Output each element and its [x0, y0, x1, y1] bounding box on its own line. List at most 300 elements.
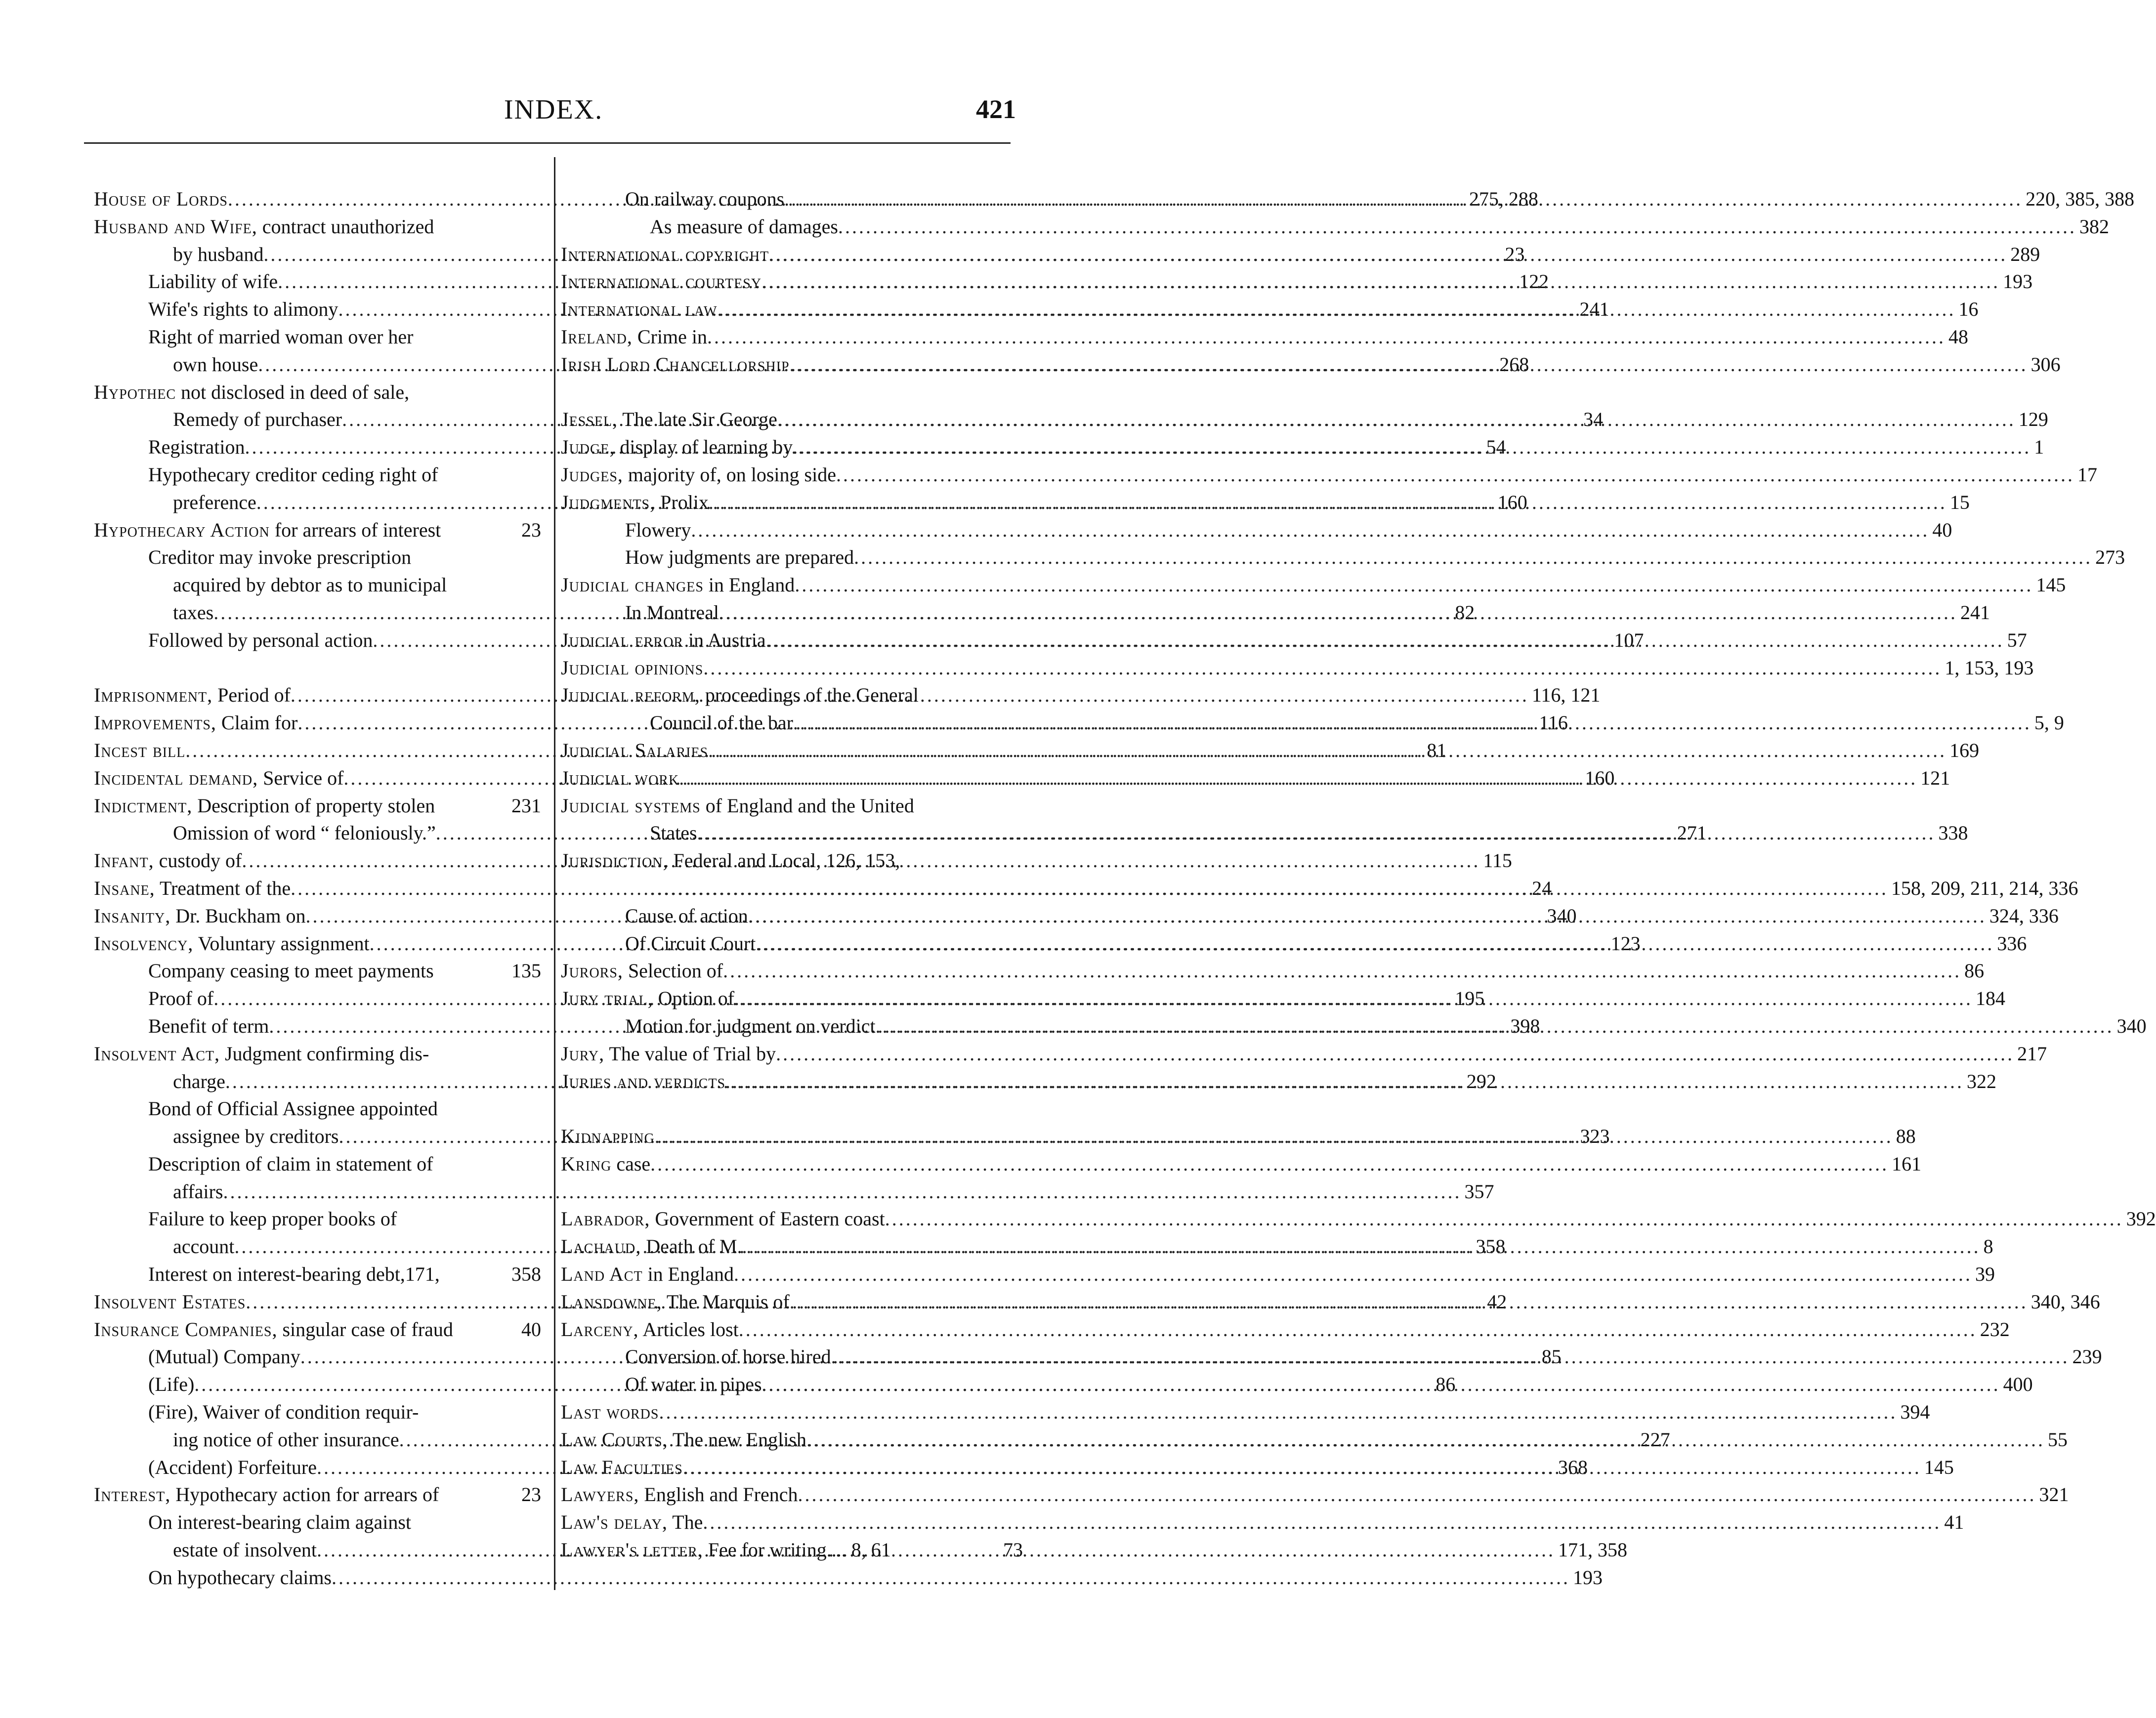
entry-text [94, 792, 435, 820]
dot-leader [683, 1454, 1921, 1481]
entry-subtext: Option of [653, 987, 735, 1010]
entry-subtext: custody of [154, 849, 242, 872]
entry-subtext: majority of, on losing side [623, 463, 836, 486]
entry-heading: Juries and verdicts [561, 1070, 726, 1092]
entry-text [173, 489, 256, 516]
entry-heading: Insolvency, [94, 932, 194, 955]
dot-leader [691, 516, 1929, 544]
entry-text [561, 957, 723, 985]
entry-heading: Kring [561, 1152, 612, 1175]
entry-text [94, 737, 185, 764]
entry-heading: Hypothec [94, 380, 176, 403]
page-reference: 271 [1677, 822, 1707, 844]
entry-heading: Lansdowne, [561, 1290, 662, 1313]
entry-heading: Jessel, [561, 408, 618, 431]
entry-heading: Judicial error [561, 629, 684, 651]
entry-text [148, 1371, 194, 1398]
index-entry [561, 681, 1023, 709]
index-entry [94, 1040, 541, 1068]
entry-text [148, 268, 278, 295]
dot-leader [769, 241, 2007, 268]
dot-leader [784, 185, 2023, 213]
page-reference: 184 [1976, 987, 2006, 1010]
entry-heading: International copyright [561, 243, 769, 265]
entry-subtext: Registration [148, 436, 245, 459]
entry-text [650, 819, 697, 847]
page-reference: 322 [1967, 1070, 1997, 1092]
entry-text [561, 1040, 776, 1068]
entry-text [148, 1398, 419, 1426]
entry-subtext: Bond of Official Assignee appointed [148, 1097, 438, 1120]
page-reference: 16 [1958, 298, 1979, 321]
index-entry [561, 1398, 1930, 1426]
entry-text [625, 902, 748, 930]
page-reference: 41 [1944, 1511, 1964, 1534]
entry-text [625, 1012, 876, 1040]
entry-text [173, 1068, 225, 1095]
entry-text [148, 1012, 269, 1040]
entry-subtext: Fee for writing.... 8, 61 [703, 1539, 891, 1561]
page-reference: 239 [2072, 1345, 2102, 1368]
entry-heading: Lachaud, [561, 1235, 641, 1258]
entry-text [561, 792, 914, 820]
entry-text [173, 1178, 223, 1206]
index-entry [94, 1481, 541, 1508]
entry-heading: Judgments, [561, 491, 656, 513]
page-reference: 129 [2018, 408, 2048, 431]
entry-heading: Land Act [561, 1263, 643, 1286]
entry-text [561, 764, 679, 792]
dot-leader [723, 957, 1961, 985]
page-reference: 321 [2039, 1483, 2069, 1506]
dot-leader [717, 295, 1955, 323]
page-reference: 116, 121 [1531, 684, 1601, 707]
entry-subtext: Judgment confirming dis- [219, 1042, 429, 1065]
entry-subtext: The [667, 1511, 703, 1534]
page-reference: 336 [1997, 932, 2027, 955]
entry-heading: Hypothecary Action [94, 518, 270, 541]
page-reference: 121 [1920, 766, 1950, 789]
page-reference: 273 [2095, 546, 2125, 569]
page-reference: 358 [511, 1263, 541, 1286]
page-reference: 15 [1949, 491, 1970, 513]
entry-subtext: in Austria [683, 629, 766, 651]
entry-text [561, 1068, 725, 1095]
index-entry [94, 516, 541, 544]
index-entry [94, 213, 541, 241]
entry-heading: Larceny, [561, 1318, 639, 1341]
index-entry [94, 1150, 541, 1178]
index-entry [94, 1205, 541, 1233]
page-reference: 123 [1610, 932, 1641, 955]
index-entry [94, 1178, 1494, 1206]
entry-text [173, 571, 447, 599]
entry-text [561, 241, 769, 268]
entry-subtext: English and French [639, 1483, 798, 1506]
entry-text [625, 185, 784, 213]
entry-heading: Judge, [561, 436, 615, 459]
entry-text [148, 1343, 300, 1371]
entry-text [94, 875, 291, 902]
dot-leader [650, 875, 1888, 902]
index-entry [561, 571, 2066, 599]
entry-heading: Kidnapping [561, 1125, 655, 1148]
entry-subtext: The Marquis of [662, 1290, 790, 1313]
page-reference: 8 [1983, 1235, 1993, 1258]
entry-text [561, 323, 707, 351]
page-reference: 86 [1436, 1373, 1456, 1396]
dot-leader [708, 737, 1946, 764]
entry-subtext: Articles lost [638, 1318, 739, 1341]
page-reference: 400 [2003, 1373, 2033, 1396]
page-reference: 116 [1539, 712, 1568, 734]
page-reference: 24 [1532, 877, 1552, 899]
entry-subtext: Cause of action [625, 904, 748, 927]
index-entry [94, 544, 541, 571]
entry-heading: Lawyers, [561, 1483, 639, 1506]
entry-subtext: assignee by creditors [173, 1125, 339, 1148]
entry-subtext: charge [173, 1070, 225, 1092]
entry-text [561, 1150, 650, 1178]
page-reference: 275, 288 [1469, 188, 1538, 210]
entry-subtext: (Mutual) Company [148, 1345, 300, 1368]
page-reference: 392 [2126, 1208, 2156, 1230]
dot-leader [707, 323, 1945, 351]
page-reference: 122 [1519, 270, 1549, 293]
page-reference: 241 [1579, 298, 1609, 321]
entry-heading: Jury trial, [561, 987, 653, 1010]
entry-heading: Law Courts, [561, 1428, 668, 1451]
dot-leader [719, 599, 1957, 627]
page-reference: 306 [2030, 353, 2061, 376]
entry-subtext: in England [642, 1263, 734, 1286]
dot-leader [761, 268, 2000, 295]
entry-text [94, 213, 434, 241]
page-reference: 169 [1949, 739, 1980, 761]
index-entry [561, 1481, 2069, 1508]
index-entry [94, 1316, 541, 1343]
dot-leader [739, 1316, 1977, 1343]
entry-subtext: Service of [258, 766, 344, 789]
index-entry [94, 323, 541, 351]
entry-text [173, 1123, 338, 1150]
entry-heading: Judicial reform, [561, 684, 700, 707]
entry-text [94, 1481, 439, 1508]
entry-subtext: The value of Trial by [604, 1042, 776, 1065]
page-reference: 292 [1466, 1070, 1496, 1092]
index-entry [94, 792, 541, 820]
entry-subtext: States [650, 822, 697, 844]
entry-subtext: In Montreal [625, 601, 719, 624]
dot-leader [793, 709, 2031, 737]
entry-heading: Indictment, [94, 794, 193, 817]
entry-text [561, 461, 836, 489]
index-entry [94, 1260, 541, 1288]
entry-heading: Ireland, [561, 325, 633, 348]
entry-text [625, 930, 756, 958]
page-reference: 158, 209, 211, 214, 336 [1891, 877, 2078, 899]
index-entry [561, 1260, 1995, 1288]
entry-subtext: (Fire), Waiver of condition requir- [148, 1401, 419, 1424]
entry-subtext: On railway coupons [625, 188, 785, 210]
dot-leader [798, 1481, 2036, 1508]
page-reference: 39 [1975, 1263, 1995, 1286]
entry-text [173, 1536, 317, 1564]
dot-leader [793, 433, 2031, 461]
page-reference: 23 [1505, 243, 1525, 265]
entry-subtext: Creditor may invoke prescription [148, 546, 412, 569]
entry-text [94, 1288, 246, 1316]
entry-subtext: The late Sir George [618, 408, 777, 431]
entry-heading: International courtesy [561, 270, 762, 293]
page-reference: 73 [1003, 1539, 1023, 1561]
index-entry [561, 213, 2109, 241]
entry-text [148, 1095, 438, 1123]
page-reference: 115 [1483, 849, 1512, 872]
entry-heading: Law Faculties [561, 1456, 683, 1478]
entry-heading: Imprisonment, [94, 684, 213, 707]
dot-leader [655, 1123, 1893, 1150]
entry-heading: Judicial changes [561, 574, 704, 596]
entry-text [561, 268, 761, 295]
entry-subtext: Right of married woman over her [148, 325, 414, 348]
entry-subtext: case [611, 1152, 651, 1175]
dot-leader [679, 764, 1917, 792]
entry-text [148, 1260, 440, 1288]
page-reference: 324, 336 [1989, 904, 2059, 927]
entry-subtext: (Life) [148, 1373, 195, 1396]
index-entry [561, 1536, 1023, 1564]
dot-leader [790, 351, 2028, 378]
page-reference: 160 [1585, 766, 1615, 789]
page-reference: 161 [1892, 1152, 1922, 1175]
entry-subtext: How judgments are prepared [625, 546, 854, 569]
entry-text [173, 406, 342, 433]
dot-leader [332, 1564, 1570, 1592]
entry-subtext: singular case of fraud [277, 1318, 453, 1341]
index-entry [94, 1398, 541, 1426]
page-reference: 107 [1614, 629, 1644, 651]
entry-text [148, 544, 411, 571]
dot-leader [766, 627, 2004, 654]
index-entry [561, 1150, 1922, 1178]
page-reference: 23 [521, 518, 541, 541]
index-entry [94, 461, 541, 489]
entry-subtext: Voluntary assignment [193, 932, 370, 955]
entry-heading: Insane, [94, 877, 155, 899]
entry-text [561, 433, 793, 461]
entry-text [561, 654, 703, 682]
entry-text [561, 985, 734, 1012]
entry-heading: Incest bill [94, 739, 186, 761]
dot-leader [806, 1426, 2045, 1454]
dot-leader [703, 1508, 1941, 1536]
page-reference: 23 [521, 1483, 541, 1506]
entry-subtext: Period of [212, 684, 291, 707]
blank-line [94, 654, 541, 682]
dot-leader [762, 1371, 2000, 1398]
entry-text [561, 1123, 655, 1150]
index-entry [561, 957, 1985, 985]
page-header [0, 94, 1140, 138]
index-entry [561, 654, 2034, 682]
dot-leader [790, 1288, 2028, 1316]
entry-text [561, 571, 795, 599]
entry-text [561, 1508, 703, 1536]
entry-text [561, 1454, 683, 1481]
entry-subtext: Description of property stolen [192, 794, 435, 817]
entry-text [561, 1288, 790, 1316]
entry-subtext: estate of insolvent [173, 1539, 317, 1561]
page-reference: 17 [2077, 463, 2097, 486]
page-reference: 289 [2010, 243, 2040, 265]
index-entry [94, 1564, 1603, 1592]
entry-subtext: by husband [173, 243, 264, 265]
dot-leader [838, 213, 2076, 241]
index-entry [561, 792, 1023, 820]
entry-subtext: Failure to keep proper books of [148, 1208, 397, 1230]
entry-text [561, 1536, 891, 1564]
entry-subtext: Remedy of purchaser [173, 408, 342, 431]
entry-heading: Jurisdiction, [561, 849, 669, 872]
blank-line [561, 1095, 1023, 1123]
page-reference: 398 [1510, 1014, 1540, 1037]
entry-text [148, 1150, 433, 1178]
dot-leader [795, 571, 2033, 599]
page-reference: 340 [1547, 904, 1577, 927]
dot-leader [777, 406, 2016, 433]
entry-heading: House of Lords [94, 188, 228, 210]
entry-text [561, 489, 709, 516]
entry-text [148, 957, 434, 985]
entry-text [94, 847, 242, 875]
entry-text [173, 1233, 234, 1260]
page-reference: 57 [2007, 629, 2027, 651]
index-entry [561, 1316, 2010, 1343]
page-reference: 81 [1427, 739, 1447, 761]
dot-leader [854, 544, 2092, 571]
entry-subtext: Selection of [623, 960, 723, 982]
entry-text [625, 599, 719, 627]
entry-subtext: On interest-bearing claim against [148, 1511, 412, 1534]
page-reference: 193 [2003, 270, 2033, 293]
page-reference: 82 [1455, 601, 1475, 624]
entry-subtext: Federal and Local, 126, 153, [668, 849, 900, 872]
index-entry [561, 1205, 2156, 1233]
entry-subtext: for arrears of interest [269, 518, 441, 541]
entry-heading: Judicial Salaries [561, 739, 709, 761]
entry-subtext: account [173, 1235, 235, 1258]
page-reference: 54 [1486, 436, 1506, 459]
entry-text [94, 185, 228, 213]
entry-heading: Judicial work [561, 766, 679, 789]
page-reference: 145 [2036, 574, 2066, 596]
index-entry [561, 1508, 1964, 1536]
page-reference: 217 [2017, 1042, 2047, 1065]
entry-heading: Law's delay, [561, 1511, 668, 1534]
index-entry [561, 516, 1952, 544]
page-reference: 55 [2047, 1428, 2068, 1451]
entry-heading: Judicial systems [561, 794, 701, 817]
entry-subtext: Liability of wife [148, 270, 278, 293]
entry-subtext: acquired by debtor as to municipal [173, 574, 447, 596]
entry-subtext: of England and the United [700, 794, 914, 817]
header-rule [84, 142, 1011, 144]
entry-subtext: proceedings of the General [700, 684, 919, 707]
page-reference: 382 [2079, 215, 2109, 238]
entry-text [173, 351, 258, 378]
entry-subtext: Dr. Buckham on [170, 904, 306, 927]
page-reference: 160 [1497, 491, 1527, 513]
entry-text [561, 1316, 739, 1343]
page-reference: 86 [1964, 960, 1985, 982]
entry-text [148, 985, 213, 1012]
entry-heading: Judicial opinions [561, 656, 704, 679]
entry-text [650, 709, 793, 737]
page-reference: 34 [1583, 408, 1604, 431]
page-reference: 368 [1558, 1456, 1588, 1478]
entry-text [561, 847, 900, 875]
page-reference: 323 [1580, 1125, 1610, 1148]
entry-text [94, 930, 370, 958]
page-reference: 1 [2034, 436, 2044, 459]
index-entry [94, 571, 541, 599]
page-reference: 231 [511, 794, 541, 817]
entry-subtext: Crime in [632, 325, 707, 348]
index-entry [94, 875, 1552, 902]
page-reference: 232 [1980, 1318, 2010, 1341]
entry-heading: Insolvent Estates [94, 1290, 246, 1313]
entry-text [561, 1205, 885, 1233]
entry-subtext: Hypothecary creditor ceding right of [148, 463, 438, 486]
entry-heading: International law [561, 298, 718, 321]
page-reference: 88 [1896, 1125, 1916, 1148]
entry-subtext: As measure of damages [650, 215, 838, 238]
entry-subtext: Description of claim in statement of [148, 1152, 433, 1175]
entry-subtext: Flowery [625, 518, 691, 541]
entry-text [148, 627, 373, 654]
entry-subtext: in England [703, 574, 795, 596]
entry-text [148, 1454, 317, 1481]
entry-subtext: On hypothecary claims [148, 1566, 332, 1589]
page-reference: 227 [1640, 1428, 1670, 1451]
entry-subtext: Company ceasing to meet payments [148, 960, 434, 982]
page-reference: 40 [1932, 518, 1952, 541]
entry-text [148, 295, 338, 323]
index-entry [94, 957, 541, 985]
entry-text [561, 737, 708, 764]
entry-text [148, 461, 438, 489]
entry-subtext: Treatment of the [155, 877, 291, 899]
index-entry [561, 847, 1023, 875]
index-entry [94, 378, 541, 406]
page-reference: 193 [1573, 1566, 1603, 1589]
page-reference: 220, 385, 388 [2026, 188, 2135, 210]
page-reference: 195 [1455, 987, 1485, 1010]
dot-leader [742, 1233, 1981, 1260]
entry-heading: Jury, [561, 1042, 605, 1065]
page-reference: 338 [1938, 822, 1968, 844]
entry-text [94, 709, 297, 737]
entry-heading: Judges, [561, 463, 623, 486]
page-title: INDEX. [504, 94, 603, 125]
entry-text [148, 1564, 332, 1592]
page-reference: 241 [1960, 601, 1990, 624]
entry-subtext: display of learning by [615, 436, 793, 459]
entry-heading: Jurors, [561, 960, 623, 982]
page-reference: 171, 358 [1558, 1539, 1628, 1561]
dot-leader [703, 654, 1942, 682]
